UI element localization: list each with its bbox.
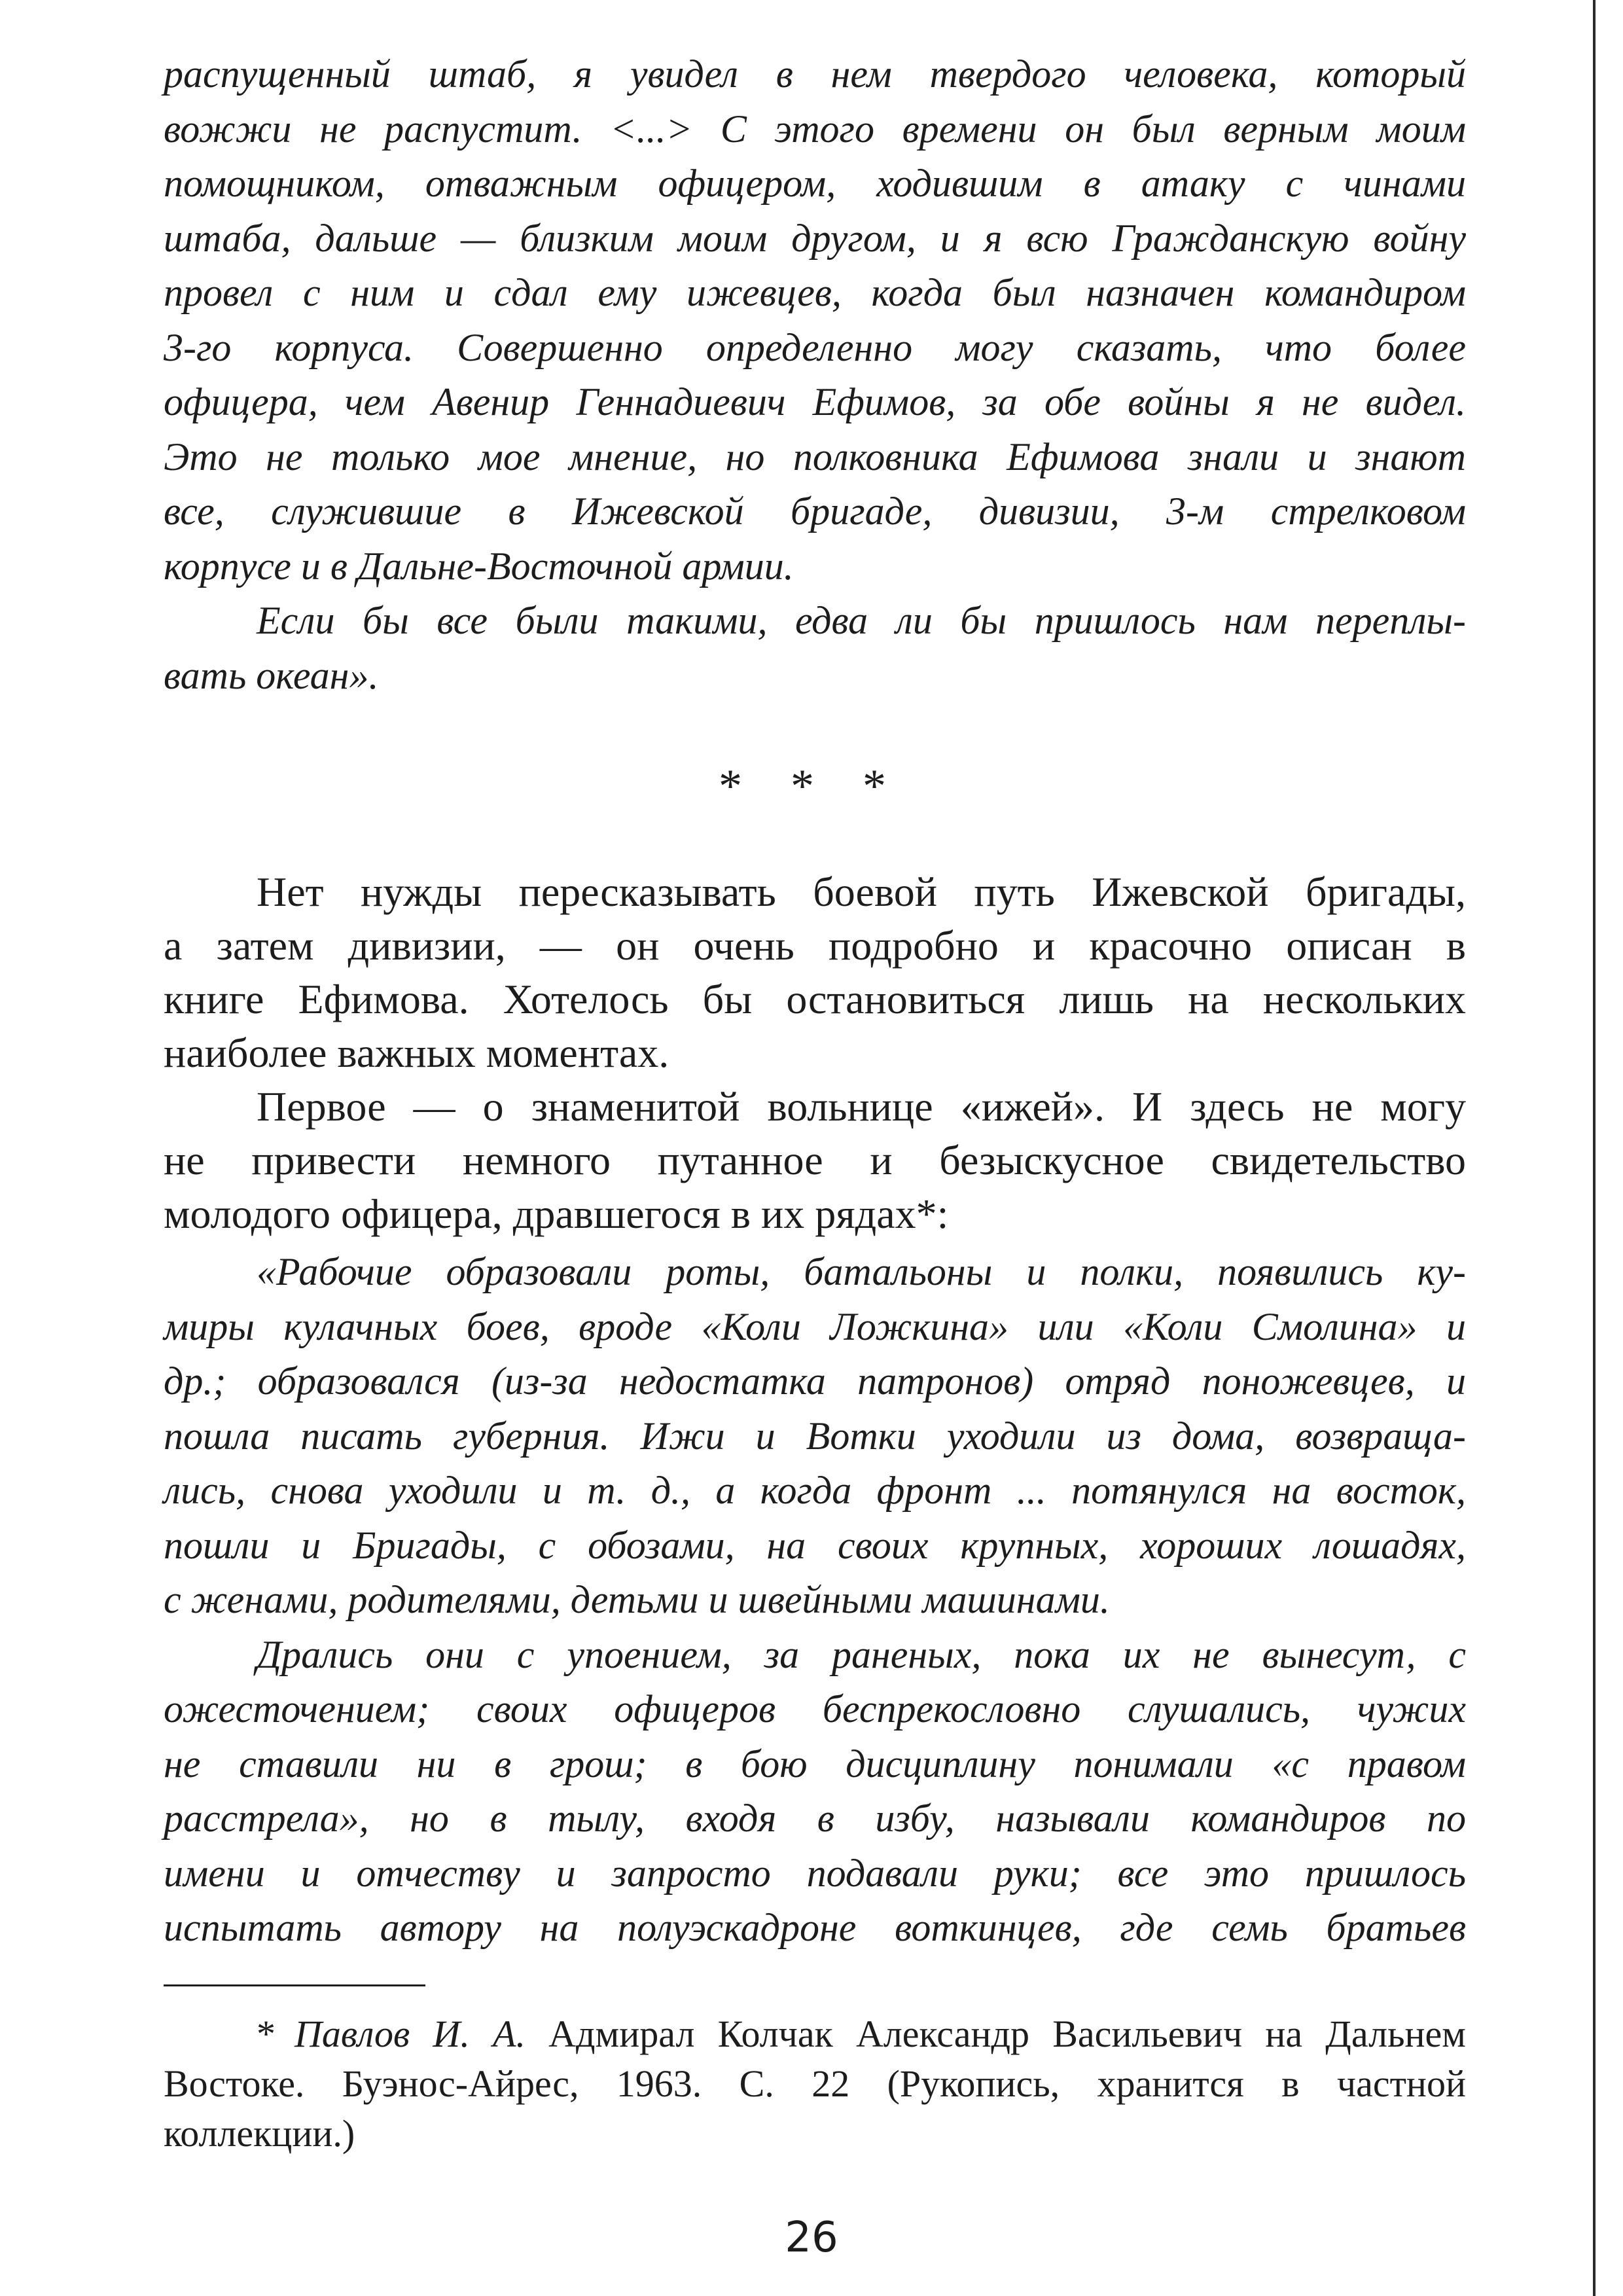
quote-top-line: штаба, дальше — близким моим другом, и я всю Гражданскую войну <box>164 216 1466 260</box>
quote-bottom-line: не ставили ни в грош; в бою дисциплину понимали «с правом <box>164 1742 1466 1785</box>
quote-top-line: корпусе и в Дальне-Восточной армии. <box>164 544 794 588</box>
page-number: 26 <box>785 2214 838 2262</box>
footnote-marker: * <box>257 2013 276 2055</box>
quote-bottom-line: имени и отчеству и запросто подавали руки; все это пришлось <box>164 1851 1466 1895</box>
body-line: а затем дивизии, — он очень подробно и красочно описан в <box>164 922 1466 969</box>
quote-bottom-line: расстрела», но в тылу, входя в избу, называли командиров по <box>164 1797 1466 1840</box>
quote-top-line: вожжи не распустит. <...> С этого времени он был верным моим <box>164 107 1466 151</box>
footnote-author: Павлов И. А. <box>294 2013 526 2055</box>
quote-bottom-line: испытать автору на полуэскадроне воткинцев, где семь братьев <box>164 1906 1466 1949</box>
body-line: не привести немного путанное и безыскусное свидетельство <box>164 1137 1466 1183</box>
body-line: молодого офицера, дравшегося в их рядах*: <box>164 1191 949 1237</box>
quote-top-line: распущенный штаб, я увидел в нем твердого человека, который <box>164 52 1466 96</box>
quote-bottom-line: миры кулачных боев, вроде «Коли Ложкина» или «Коли Смолина» и <box>164 1304 1466 1348</box>
footnote-line: Востоке. Буэнос-Айрес, 1963. С. 22 (Рукопись, хранится в частной <box>164 2062 1466 2105</box>
body-line: Нет нужды пересказывать боевой путь Ижевской бригады, <box>257 869 1466 915</box>
quote-bottom <box>164 1245 1466 1956</box>
quote-top <box>164 47 1466 703</box>
quote-top-line: вать океан». <box>164 653 379 697</box>
body-line: книге Ефимова. Хотелось бы остановиться лишь на нескольких <box>164 976 1466 1022</box>
section-divider: * * * <box>719 760 904 812</box>
quote-top-line: офицера, чем Авенир Геннадиевич Ефимов, за обе войны я не видел. <box>164 380 1466 423</box>
quote-bottom-line: «Рабочие образовали роты, батальоны и полки, появились ку- <box>257 1250 1466 1293</box>
quote-bottom-line: ожесточением; своих офицеров беспрекословно слушались, чужих <box>164 1687 1466 1731</box>
page-edge-line <box>1593 0 1596 2296</box>
quote-top-line: провел с ним и сдал ему ижевцев, когда был назначен командиром <box>164 271 1466 314</box>
quote-bottom-line: Дрались они с упоением, за раненых, пока их не вынесут, с <box>257 1632 1466 1676</box>
body-line: наиболее важных моментах. <box>164 1030 669 1076</box>
quote-top-line: Если бы все были такими, едва ли бы пришлось нам переплы- <box>257 599 1466 642</box>
footnote-line: коллекции.) <box>164 2112 355 2155</box>
footnote <box>164 2009 1466 2159</box>
footnote-rule <box>164 1984 425 1986</box>
footnote-line <box>164 2009 1466 2059</box>
quote-bottom-line: пошли и Бригады, с обозами, на своих крупных, хороших лошадях, <box>164 1523 1466 1567</box>
body-text <box>164 865 1466 1241</box>
quote-bottom-line: лись, снова уходили и т. д., а когда фронт ... потянулся на восток, <box>164 1469 1466 1512</box>
quote-top-line: помощником, отважным офицером, ходившим в атаку с чинами <box>164 162 1466 205</box>
quote-bottom-line: др.; образовался (из-за недостатка патронов) отряд поножевцев, и <box>164 1359 1466 1403</box>
body-line: Первое — о знаменитой вольнице «ижей». И здесь не могу <box>257 1083 1466 1130</box>
quote-bottom-line: с женами, родителями, детьми и швейными машинами. <box>164 1578 1110 1621</box>
quote-top-line: все, служившие в Ижевской бригаде, дивизии, 3-м стрелковом <box>164 490 1466 533</box>
quote-top-line: 3-го корпуса. Совершенно определенно могу сказать, что более <box>164 325 1466 369</box>
quote-top-line: Это не только мое мнение, но полковника Ефимова знали и знают <box>164 435 1466 478</box>
footnote-title: Адмирал Колчак Александр Васильевич на Дальнем <box>548 2013 1467 2055</box>
quote-bottom-line: пошла писать губерния. Ижи и Вотки уходили из дома, возвраща- <box>164 1414 1466 1458</box>
